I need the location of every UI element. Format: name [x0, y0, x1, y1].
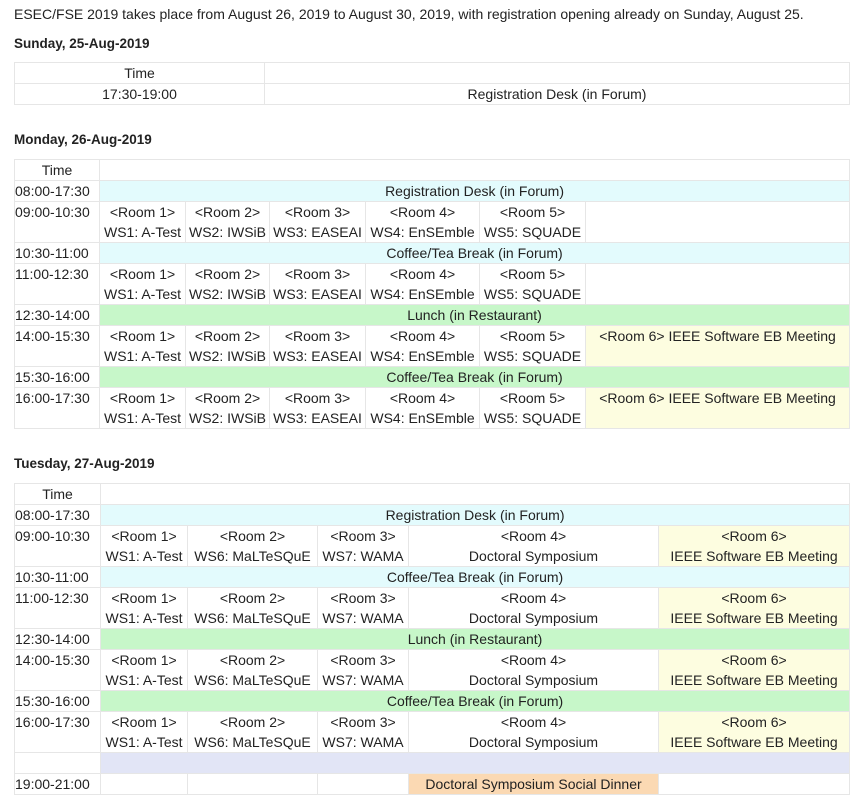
session-room-cell: <Room 5> WS5: SQUADE	[480, 326, 586, 367]
session-room-cell: <Room 4> WS4: EnSEmble	[366, 388, 480, 429]
time-cell: 14:00-15:30	[15, 650, 101, 691]
time-cell: 12:30-14:00	[15, 305, 100, 326]
social-dinner-cell: Doctoral Symposium Social Dinner	[409, 774, 659, 795]
session-room-cell: <Room 2> WS2: IWSiB	[186, 326, 270, 367]
ieee-meeting-cell: <Room 6> IEEE Software EB Meeting	[659, 712, 850, 753]
session-room-cell: <Room 2> WS6: MaLTeSQuE	[188, 588, 318, 629]
time-cell: 10:30-11:00	[15, 567, 101, 588]
intro-text: ESEC/FSE 2019 takes place from August 26, 2019 to August 30, 2019, with registration opening already on Sunday, August 25.	[14, 6, 804, 22]
time-header: Time	[15, 63, 265, 84]
time-cell: 11:00-12:30	[15, 588, 101, 629]
time-cell: 16:00-17:30	[15, 712, 101, 753]
session-room-cell: <Room 1> WS1: A-Test	[101, 650, 188, 691]
session-room-cell: <Room 5> WS5: SQUADE	[480, 388, 586, 429]
spacer-row	[101, 753, 850, 774]
session-room-cell: <Room 1> WS1: A-Test	[101, 526, 188, 567]
time-cell: 08:00-17:30	[15, 181, 100, 202]
session-room-cell: <Room 2> WS6: MaLTeSQuE	[188, 650, 318, 691]
lunch-cell: Lunch (in Restaurant)	[101, 629, 850, 650]
session-room-cell: <Room 3> WS7: WAMA	[318, 650, 409, 691]
time-cell: 14:00-15:30	[15, 326, 100, 367]
time-cell: 19:00-21:00	[15, 774, 101, 795]
time-header: Time	[15, 484, 101, 505]
session-room-cell: <Room 3> WS7: WAMA	[318, 588, 409, 629]
sunday-table	[14, 62, 850, 105]
session-room-cell: <Room 4> WS4: EnSEmble	[366, 326, 480, 367]
session-room-cell: <Room 3> WS3: EASEAI	[270, 202, 366, 243]
break-cell: Coffee/Tea Break (in Forum)	[100, 243, 850, 264]
break-cell: Coffee/Tea Break (in Forum)	[101, 567, 850, 588]
break-cell: Coffee/Tea Break (in Forum)	[100, 367, 850, 388]
time-cell: 09:00-10:30	[15, 202, 100, 243]
ieee-meeting-cell: <Room 6> IEEE Software EB Meeting	[586, 388, 850, 429]
session-room-cell: <Room 3> WS3: EASEAI	[270, 264, 366, 305]
session-room-cell: <Room 5> WS5: SQUADE	[480, 264, 586, 305]
time-cell: 10:30-11:00	[15, 243, 100, 264]
session-room-cell: <Room 3> WS7: WAMA	[318, 712, 409, 753]
session-room-cell: <Room 3> WS3: EASEAI	[270, 388, 366, 429]
session-room-cell: <Room 3> WS7: WAMA	[318, 526, 409, 567]
tuesday-title: Tuesday, 27-Aug-2019	[14, 456, 155, 471]
session-room-cell: <Room 4> Doctoral Symposium	[409, 588, 659, 629]
session-room-cell: <Room 5> WS5: SQUADE	[480, 202, 586, 243]
ieee-meeting-cell: <Room 6> IEEE Software EB Meeting	[659, 526, 850, 567]
sunday-title: Sunday, 25-Aug-2019	[14, 36, 150, 51]
time-cell: 09:00-10:30	[15, 526, 101, 567]
event-cell: Registration Desk (in Forum)	[265, 84, 850, 105]
session-room-cell: <Room 2> WS2: IWSiB	[186, 202, 270, 243]
session-room-cell: <Room 3> WS3: EASEAI	[270, 326, 366, 367]
session-room-cell: <Room 2> WS2: IWSiB	[186, 388, 270, 429]
tuesday-table	[14, 483, 850, 795]
session-room-cell: <Room 4> WS4: EnSEmble	[366, 264, 480, 305]
time-cell: 15:30-16:00	[15, 367, 100, 388]
time-cell: 16:00-17:30	[15, 388, 100, 429]
session-room-cell: <Room 2> WS6: MaLTeSQuE	[188, 712, 318, 753]
time-cell: 12:30-14:00	[15, 629, 101, 650]
break-cell: Coffee/Tea Break (in Forum)	[101, 691, 850, 712]
ieee-meeting-cell: <Room 6> IEEE Software EB Meeting	[659, 588, 850, 629]
session-room-cell: <Room 2> WS6: MaLTeSQuE	[188, 526, 318, 567]
lunch-cell: Lunch (in Restaurant)	[100, 305, 850, 326]
monday-title: Monday, 26-Aug-2019	[14, 132, 152, 147]
ieee-meeting-cell: <Room 6> IEEE Software EB Meeting	[586, 326, 850, 367]
session-room-cell: <Room 2> WS2: IWSiB	[186, 264, 270, 305]
session-room-cell: <Room 1> WS1: A-Test	[100, 326, 186, 367]
registration-cell: Registration Desk (in Forum)	[101, 505, 850, 526]
time-header: Time	[15, 160, 100, 181]
session-room-cell: <Room 1> WS1: A-Test	[100, 202, 186, 243]
registration-cell: Registration Desk (in Forum)	[100, 181, 850, 202]
time-cell: 15:30-16:00	[15, 691, 101, 712]
session-room-cell: <Room 4> Doctoral Symposium	[409, 712, 659, 753]
session-room-cell: <Room 4> WS4: EnSEmble	[366, 202, 480, 243]
monday-table	[14, 159, 850, 429]
session-room-cell: <Room 4> Doctoral Symposium	[409, 526, 659, 567]
time-cell: 17:30-19:00	[15, 84, 265, 105]
time-cell: 11:00-12:30	[15, 264, 100, 305]
time-cell: 08:00-17:30	[15, 505, 101, 526]
session-room-cell: <Room 1> WS1: A-Test	[101, 712, 188, 753]
session-room-cell: <Room 4> Doctoral Symposium	[409, 650, 659, 691]
session-room-cell: <Room 1> WS1: A-Test	[100, 264, 186, 305]
session-room-cell: <Room 1> WS1: A-Test	[101, 588, 188, 629]
session-room-cell: <Room 1> WS1: A-Test	[100, 388, 186, 429]
ieee-meeting-cell: <Room 6> IEEE Software EB Meeting	[659, 650, 850, 691]
